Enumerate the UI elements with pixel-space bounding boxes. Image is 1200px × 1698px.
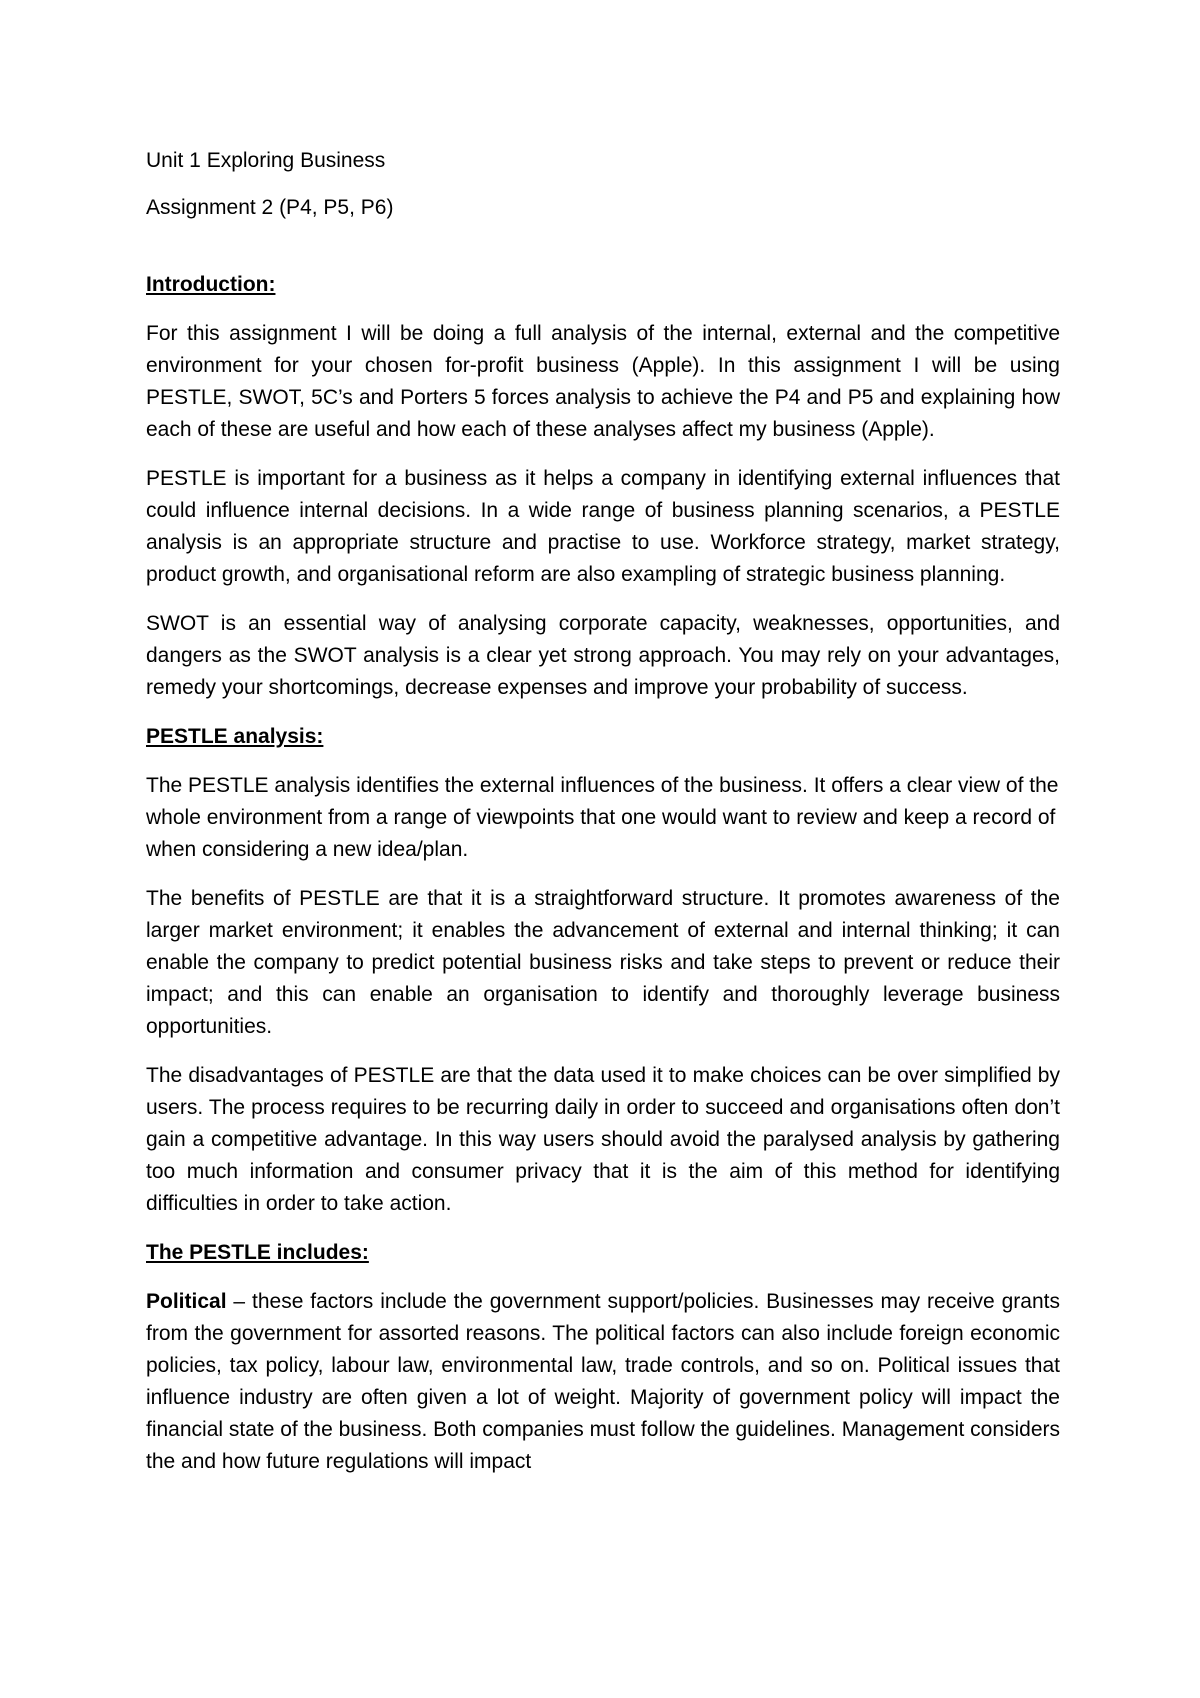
spacer bbox=[146, 239, 1060, 269]
unit-title: Unit 1 Exploring Business bbox=[146, 149, 386, 172]
pestle-disadvantages-paragraph: The disadvantages of PESTLE are that the data used it to make choices can be over simplified by users. The process requires to be recurring daily in order to succeed and organisations often don’t gain a competitive advantage. In this way users should avoid the paralysed analysis by gathering too much information and consumer privacy that it is the aim of this method for identifying difficulties in order to take action. bbox=[146, 1064, 1060, 1215]
swot-paragraph: SWOT is an essential way of analysing corporate capacity, weaknesses, opportunities, and dangers as the SWOT analysis is a clear yet strong approach. You may rely on your advantages, remedy your shortcomings, decrease expenses and improve your probability of success. bbox=[146, 612, 1060, 699]
pestle-importance-paragraph: PESTLE is important for a business as it helps a company in identifying external influences that could influence internal decisions. In a wide range of business planning scenarios, a PESTLE analysis is an appropriate structure and practise to use. Workforce strategy, market strategy, product growth, and organisational reform are also exampling of strategic business planning. bbox=[146, 467, 1060, 586]
political-text: – these factors include the government support/policies. Businesses may receive grants from the government for assorted reasons. The political factors can also include foreign economic policies, tax policy, labour law, environmental law, trade controls, and so on. Political issues that influence industry are often given a lot of weight. Majority of government policy will impact the financial state of the business. Both companies must follow the guidelines. Management considers the and how future regulations will impact bbox=[146, 1290, 1061, 1473]
pestle-analysis-heading: PESTLE analysis: bbox=[146, 725, 324, 748]
political-term: Political bbox=[146, 1290, 227, 1313]
political-paragraph bbox=[146, 1286, 1060, 1478]
pestle-benefits-paragraph: The benefits of PESTLE are that it is a straightforward structure. It promotes awareness of the larger market environment; it enables the advancement of external and internal thinking; it can enable the company to predict potential business risks and take steps to prevent or reduce their impact; and this can enable an organisation to identify and thoroughly leverage business opportunities. bbox=[146, 887, 1060, 1038]
pestle-definition-paragraph: The PESTLE analysis identifies the external influences of the business. It offers a clear view of the whole environment from a range of viewpoints that one would want to review and keep a record of when considering a new idea/plan. bbox=[146, 774, 1059, 861]
introduction-heading: Introduction: bbox=[146, 273, 276, 296]
document-page bbox=[146, 145, 1060, 1495]
introduction-paragraph: For this assignment I will be doing a full analysis of the internal, external and the competitive environment for your chosen for-profit business (Apple). In this assignment I will be using PESTLE, SWOT, 5C’s and Porters 5 forces analysis to achieve the P4 and P5 and explaining how each of these are useful and how each of these analyses affect my business (Apple). bbox=[146, 322, 1060, 441]
assignment-title: Assignment 2 (P4, P5, P6) bbox=[146, 196, 394, 219]
pestle-includes-heading: The PESTLE includes: bbox=[146, 1241, 369, 1264]
